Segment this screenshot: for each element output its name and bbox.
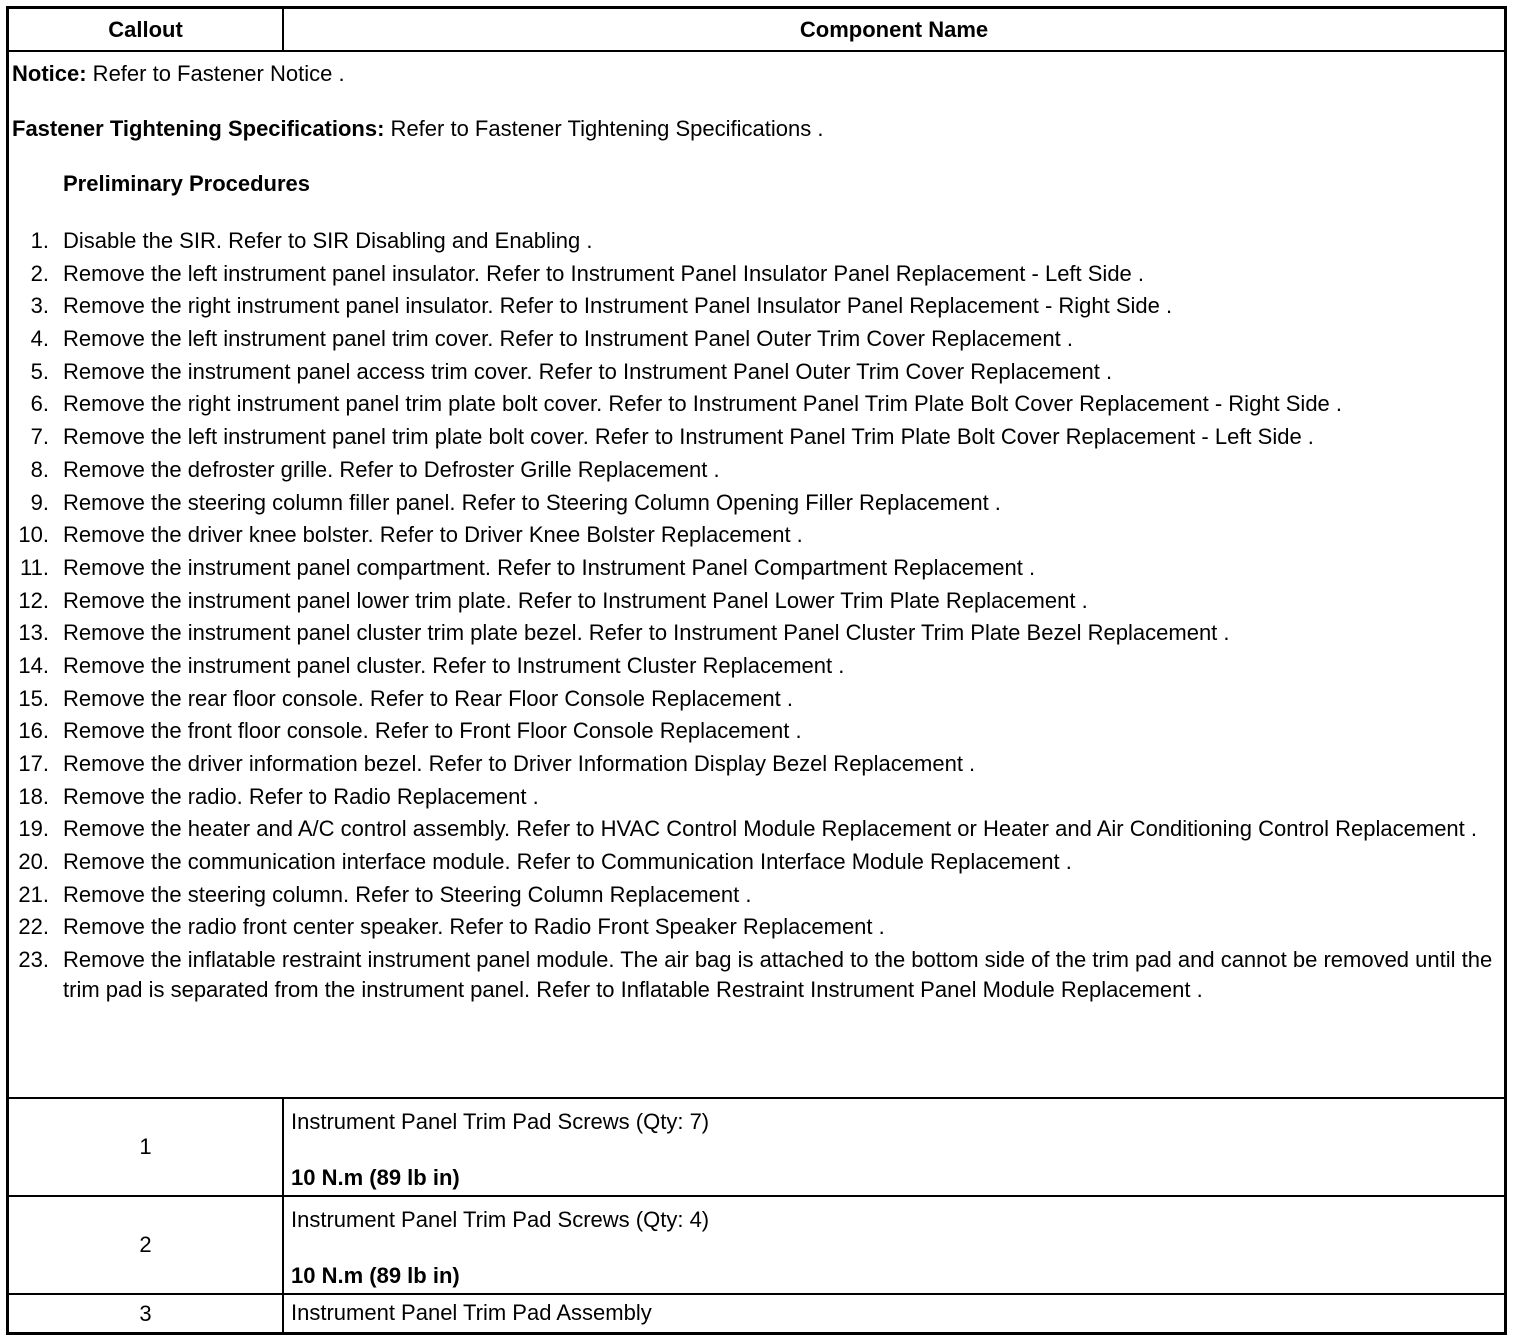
list-item xyxy=(9,684,1504,714)
list-item xyxy=(9,553,1504,583)
component-cell xyxy=(291,1197,1504,1293)
notice-line xyxy=(12,61,345,87)
list-item xyxy=(9,912,1504,942)
fastener-spec-text: Refer to Fastener Tightening Specifications . xyxy=(384,116,824,141)
callout-number: 2 xyxy=(9,1197,284,1293)
list-item xyxy=(9,259,1504,289)
step-text: Remove the instrument panel cluster trim plate bezel. Refer to Instrument Panel Cluster Trim Plate Bezel Replacement . xyxy=(63,620,1230,646)
header-callout: Callout xyxy=(9,9,284,50)
component-name: Instrument Panel Trim Pad Assembly xyxy=(291,1300,652,1325)
component-cell xyxy=(291,1099,1504,1195)
list-item xyxy=(9,291,1504,321)
step-text: Remove the front floor console. Refer to Front Floor Console Replacement . xyxy=(63,718,802,744)
step-number: 16. xyxy=(18,718,49,744)
step-text: Remove the instrument panel lower trim plate. Refer to Instrument Panel Lower Trim Plate Replacement . xyxy=(63,587,1088,613)
step-number: 19. xyxy=(18,816,49,842)
list-item xyxy=(9,618,1504,648)
list-item xyxy=(9,357,1504,387)
step-number: 18. xyxy=(18,783,49,809)
step-number: 20. xyxy=(18,849,49,875)
table-row xyxy=(9,1099,1504,1197)
callout-number: 1 xyxy=(9,1099,284,1195)
list-item xyxy=(9,716,1504,746)
step-text: Remove the left instrument panel insulator. Refer to Instrument Panel Insulator Panel Replacement - Left Side . xyxy=(63,260,1145,286)
step-text: Remove the left instrument panel trim plate bolt cover. Refer to Instrument Panel Trim Plate Bolt Cover Replacement - Left Side . xyxy=(63,424,1314,450)
list-item xyxy=(9,880,1504,910)
procedure-table xyxy=(6,6,1507,1335)
step-number: 5. xyxy=(30,358,49,384)
torque-spec: 10 N.m (89 lb in) xyxy=(291,1165,460,1190)
step-text: Remove the instrument panel cluster. Refer to Instrument Cluster Replacement . xyxy=(63,652,845,678)
list-item xyxy=(9,324,1504,354)
step-number: 6. xyxy=(30,391,49,417)
list-item xyxy=(9,520,1504,550)
step-text: Remove the rear floor console. Refer to Rear Floor Console Replacement . xyxy=(63,685,794,711)
step-text: Remove the instrument panel compartment. Refer to Instrument Panel Compartment Replacement . xyxy=(63,554,1036,580)
component-name: Instrument Panel Trim Pad Screws (Qty: 7) xyxy=(291,1109,710,1134)
step-text: Remove the left instrument panel trim cover. Refer to Instrument Panel Outer Trim Cover Replacement . xyxy=(63,326,1073,352)
list-item xyxy=(9,389,1504,419)
step-number: 23. xyxy=(18,947,49,973)
step-number: 1. xyxy=(30,228,49,253)
list-item xyxy=(9,651,1504,681)
step-text: Remove the communication interface module. Refer to Communication Interface Module Replacement . xyxy=(63,849,1072,875)
list-item xyxy=(9,488,1504,518)
step-text: Remove the right instrument panel insulator. Refer to Instrument Panel Insulator Panel Replacement - Right Side . xyxy=(63,293,1173,319)
step-number: 11. xyxy=(20,554,49,580)
list-item xyxy=(9,455,1504,485)
step-number: 22. xyxy=(18,914,49,940)
steps-list xyxy=(9,226,1504,1008)
list-item xyxy=(9,945,1504,1005)
notice-text: Refer to Fastener Notice . xyxy=(86,61,345,86)
component-name: Instrument Panel Trim Pad Screws (Qty: 4) xyxy=(291,1207,710,1232)
step-text: Remove the driver information bezel. Refer to Driver Information Display Bezel Replacement . xyxy=(63,751,976,776)
list-item xyxy=(9,847,1504,877)
step-text: Disable the SIR. Refer to SIR Disabling and Enabling . xyxy=(63,228,593,253)
step-text: Remove the radio front center speaker. Refer to Radio Front Speaker Replacement . xyxy=(63,914,885,940)
step-number: 10. xyxy=(18,522,49,548)
step-number: 21. xyxy=(18,881,49,907)
preliminary-procedures-title: Preliminary Procedures xyxy=(63,171,311,196)
fastener-spec-line xyxy=(12,116,823,142)
list-item xyxy=(9,422,1504,452)
step-number: 12. xyxy=(18,587,49,613)
step-text: Remove the steering column filler panel. Refer to Steering Column Opening Filler Replacement . xyxy=(63,489,1001,515)
callout-number: 3 xyxy=(9,1295,284,1332)
step-text: Remove the radio. Refer to Radio Replacement . xyxy=(63,783,539,809)
notice-label: Notice: xyxy=(12,61,87,86)
torque-spec: 10 N.m (89 lb in) xyxy=(291,1263,460,1288)
step-number: 13. xyxy=(18,620,49,646)
table-row xyxy=(9,1295,1504,1332)
step-number: 3. xyxy=(30,293,49,319)
step-text: Remove the driver knee bolster. Refer to Driver Knee Bolster Replacement . xyxy=(63,522,803,548)
step-number: 8. xyxy=(30,456,49,482)
step-number: 4. xyxy=(30,326,49,352)
fastener-spec-label: Fastener Tightening Specifications: xyxy=(12,116,385,141)
step-number: 2. xyxy=(30,260,49,286)
procedure-section xyxy=(9,52,1504,1099)
step-number: 9. xyxy=(30,489,49,515)
step-text: Remove the instrument panel access trim cover. Refer to Instrument Panel Outer Trim Cover Replacement . xyxy=(63,358,1113,384)
step-text: Remove the right instrument panel trim plate bolt cover. Refer to Instrument Panel Trim Plate Bolt Cover Replacement - Right Side . xyxy=(63,391,1343,417)
step-text: Remove the heater and A/C control assembly. Refer to HVAC Control Module Replacement or Heater and Air Conditioning Control Replacement . xyxy=(63,816,1478,842)
list-item xyxy=(9,814,1504,844)
component-cell xyxy=(291,1295,1504,1332)
list-item xyxy=(9,749,1504,779)
step-text: Remove the steering column. Refer to Steering Column Replacement . xyxy=(63,881,752,907)
list-item xyxy=(9,586,1504,616)
header-component-name: Component Name xyxy=(799,17,989,42)
table-row xyxy=(9,1197,1504,1295)
step-text: Remove the defroster grille. Refer to Defroster Grille Replacement . xyxy=(63,456,720,482)
table-header xyxy=(9,9,1504,52)
step-number: 14. xyxy=(18,652,49,678)
list-item xyxy=(9,782,1504,812)
step-number: 7. xyxy=(30,424,49,450)
list-item xyxy=(9,226,1504,256)
step-number: 17. xyxy=(18,751,49,776)
step-number: 15. xyxy=(18,685,49,711)
step-text: Remove the inflatable restraint instrument panel module. The air bag is attached to the bottom side of the trim pad and cannot be removed until the trim pad is separated from the instrument panel. Refer to Inflatable Restraint Instrument Panel Module Replacement . xyxy=(63,947,1493,1003)
